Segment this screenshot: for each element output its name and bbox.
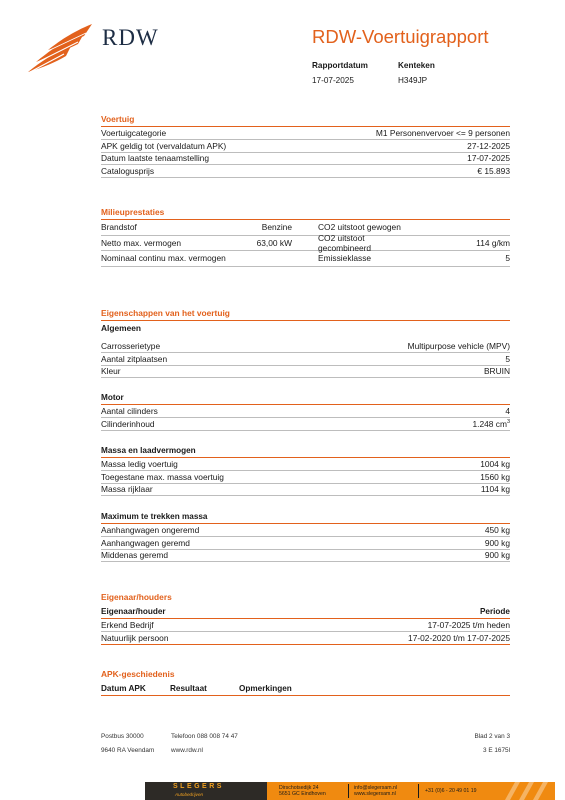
subsection-trekken: [101, 512, 510, 562]
column-header: Opmerkingen: [239, 684, 292, 693]
row-value: Benzine: [261, 222, 292, 233]
row-label: Nominaal continu max. vermogen: [101, 253, 226, 264]
footer-page-number: Blad 2 van 3: [474, 733, 510, 740]
table-row: [101, 418, 510, 431]
report-date-block: [312, 61, 368, 85]
subsection-massa: [101, 446, 510, 496]
row-label: Brandstof: [101, 222, 137, 233]
row-label: Datum laatste tenaamstelling: [101, 153, 209, 164]
table-row: [101, 484, 510, 497]
row-value: 450 kg: [484, 524, 510, 535]
row-value: € 15.893: [477, 166, 510, 177]
section-title: Eigenschappen van het voertuig: [101, 308, 510, 321]
row-label: Carrosserietype: [101, 340, 161, 351]
column-header-period: Periode: [479, 607, 510, 616]
row-value: 5: [505, 253, 510, 264]
table-row: [101, 458, 510, 471]
row-label: Cilinderinhoud: [101, 418, 155, 429]
row-label: Natuurlijk persoon: [101, 632, 169, 643]
row-label: Voertuigcategorie: [101, 127, 167, 138]
table-row: [101, 232, 510, 253]
dealer-phone: +31 (0)6 - 20 49 01 19: [425, 788, 477, 794]
banner-divider: [348, 784, 349, 798]
section-title: Milieuprestaties: [101, 207, 510, 220]
license-plate-block: [398, 61, 435, 85]
table-row: [101, 251, 510, 267]
table-row: [101, 537, 510, 550]
subsection-algemeen: [101, 340, 510, 378]
dealer-banner: [145, 782, 555, 800]
rdw-wing-icon: [26, 22, 98, 74]
row-label: Catalogusprijs: [101, 166, 155, 177]
dealer-email: info@slegersam.nl: [354, 785, 398, 791]
subsection-title: Maximum te trekken massa: [101, 512, 510, 524]
row-label: Netto max. vermogen: [101, 237, 182, 248]
unit-exponent: 3: [506, 418, 510, 425]
row-value: 63,00 kW: [256, 237, 292, 248]
section-voertuig: [101, 114, 510, 178]
row-value: BRUIN: [483, 366, 510, 377]
table-row: [101, 353, 510, 366]
row-value: 27-12-2025: [467, 140, 510, 151]
row-value: Multipurpose vehicle (MPV): [407, 340, 510, 351]
row-label: Erkend Bedrijf: [101, 619, 154, 630]
owner-table-header: [101, 607, 510, 619]
subsection-title: Motor: [101, 393, 510, 405]
row-value: 114 g/km: [476, 237, 510, 248]
row-label: CO2 uitstoot gewogen: [318, 222, 401, 233]
row-value: M1 Personenvervoer <= 9 personen: [375, 127, 510, 138]
table-row: [101, 471, 510, 484]
table-row: [101, 550, 510, 563]
row-label: Massa rijklaar: [101, 484, 153, 495]
table-row: [101, 127, 510, 140]
table-row: [101, 405, 510, 418]
dealer-address-street: Dirschotsedijk 24: [279, 785, 319, 791]
table-row: [101, 340, 510, 353]
footer-website: www.rdw.nl: [171, 747, 203, 754]
column-header-owner: Eigenaar/houder: [101, 607, 166, 616]
section-title: APK-geschiedenis: [101, 669, 175, 679]
report-date-label: Rapportdatum: [312, 61, 368, 70]
dealer-website: www.slegersam.nl: [354, 791, 396, 797]
footer-phone: Telefoon 088 008 74 47: [171, 733, 238, 740]
footer-line-1: [101, 733, 510, 740]
row-label: Kleur: [101, 366, 121, 377]
section-milieuprestaties: [101, 207, 510, 267]
footer-line-2: [101, 747, 510, 754]
subsection-motor: [101, 393, 510, 431]
banner-divider: [418, 784, 419, 798]
row-value: 17-02-2020 t/m 17-07-2025: [408, 632, 510, 643]
row-value: 17-07-2025: [467, 153, 510, 164]
row-value: 5: [505, 353, 510, 364]
report-title: RDW-Voertuigrapport: [312, 26, 489, 47]
row-value: 900 kg: [484, 537, 510, 548]
row-value: 1560 kg: [480, 471, 510, 482]
dealer-logo: [145, 782, 267, 800]
row-label: Aanhangwagen ongeremd: [101, 524, 200, 535]
row-value: 1004 kg: [480, 458, 510, 469]
subsection-title-text: Algemeen: [101, 322, 142, 333]
license-plate-label: Kenteken: [398, 61, 435, 70]
subsection-title: [101, 321, 510, 334]
rdw-logo: [26, 22, 166, 74]
section-apk: [101, 669, 510, 696]
footer-city: 9640 RA Veendam: [101, 747, 155, 754]
row-label: Aantal zitplaatsen: [101, 353, 168, 364]
rdw-logo-text: RDW: [102, 25, 159, 50]
row-value: 1104 kg: [480, 484, 510, 495]
row-label: APK geldig tot (vervaldatum APK): [101, 140, 227, 151]
row-label: Aanhangwagen geremd: [101, 537, 190, 548]
table-row: [101, 165, 510, 178]
dealer-brand-name: SLEGERS: [173, 783, 224, 790]
table-row: [101, 140, 510, 153]
column-header: Datum APK: [101, 684, 146, 693]
row-value: [472, 419, 510, 429]
row-value: 17-07-2025 t/m heden: [427, 619, 510, 630]
row-label: Emissieklasse: [318, 253, 372, 264]
dealer-tagline: Autobedrijven: [175, 791, 204, 797]
row-label: Toegestane max. massa voertuig: [101, 471, 224, 482]
table-row: [101, 632, 510, 645]
table-row: [101, 366, 510, 379]
footer-doc-code: 3 E 1675l: [482, 747, 510, 754]
license-plate-value: H349JP: [398, 76, 428, 85]
table-row: [101, 524, 510, 537]
column-header: Resultaat: [170, 684, 207, 693]
row-label: Middenas geremd: [101, 550, 169, 561]
row-label: CO2 uitstoot gecombineerd: [318, 232, 372, 253]
subsection-title: Massa en laadvermogen: [101, 446, 510, 458]
table-row: [101, 153, 510, 166]
dealer-address-city: 5651 GC Eindhoven: [279, 791, 326, 797]
dealer-address: [279, 785, 326, 797]
row-label: Aantal cilinders: [101, 405, 158, 416]
footer-postbus: Postbus 30000: [101, 733, 144, 740]
apk-table-header: [101, 684, 510, 696]
section-eigenaar: [101, 592, 510, 645]
section-title: Voertuig: [101, 114, 510, 127]
section-eigenschappen: [101, 308, 510, 334]
row-value: 4: [505, 405, 510, 416]
table-row: [101, 619, 510, 632]
row-label: Massa ledig voertuig: [101, 458, 178, 469]
row-value: 900 kg: [484, 550, 510, 561]
displacement-value: 1.248 cm: [472, 418, 507, 429]
report-date-value: 17-07-2025: [312, 76, 354, 85]
section-title: Eigenaar/houders: [101, 592, 172, 602]
stripes-decoration-icon: [501, 782, 551, 800]
dealer-contact: [354, 785, 397, 797]
